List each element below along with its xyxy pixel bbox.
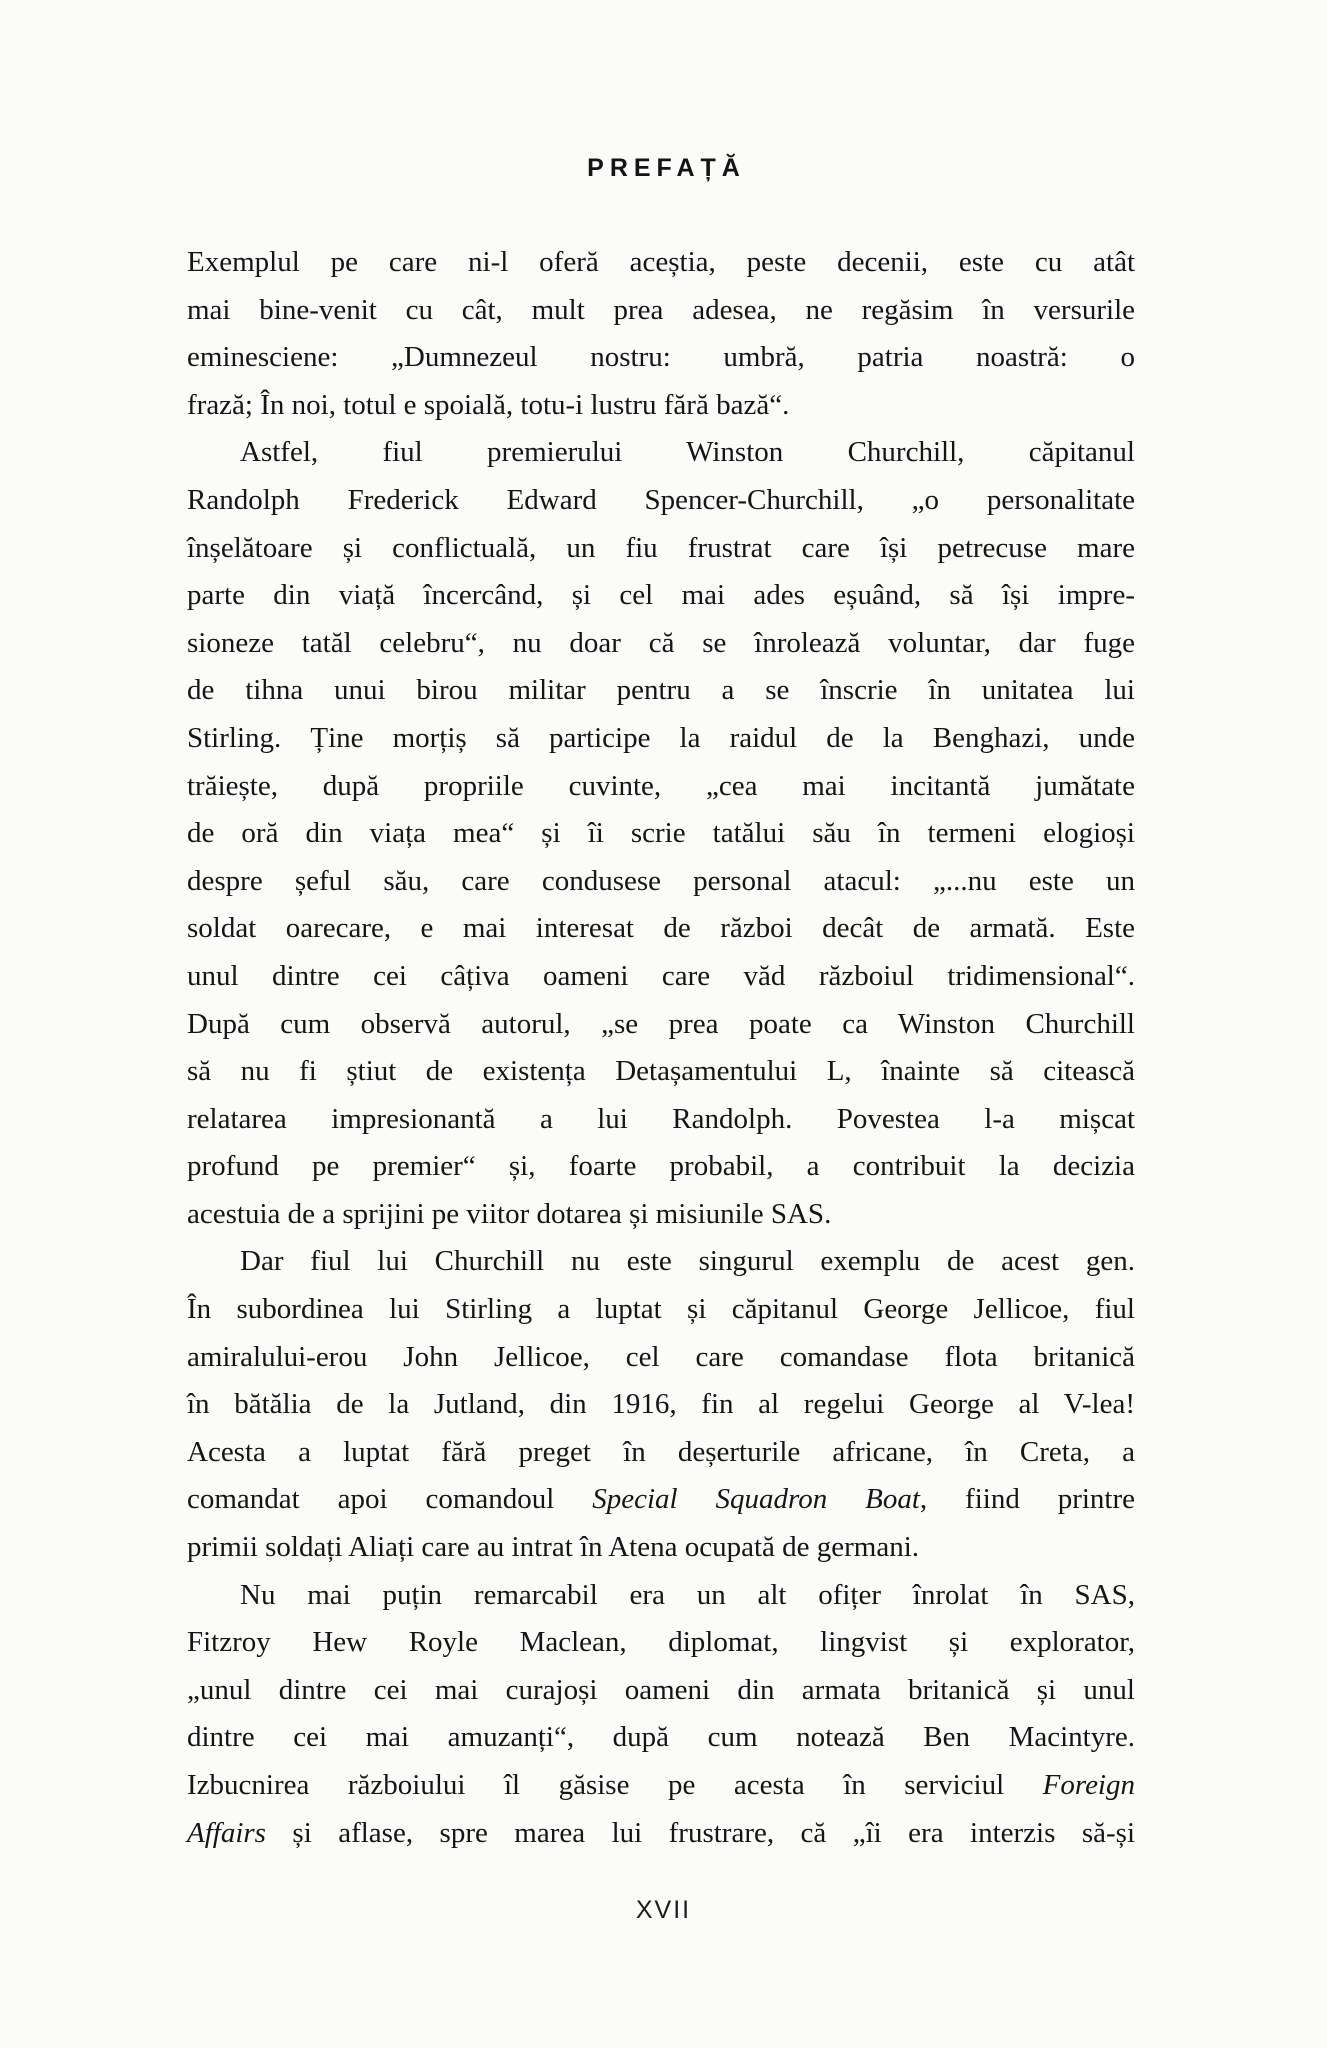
text-line [187,810,1135,858]
text-segment: Astfel, fiul premierului Winston Churchill, căpitanul [240,436,1135,469]
text-segment: trăiește, după propriile cuvinte, „cea mai incitantă jumătate [187,769,1135,802]
text-line [187,1096,1135,1144]
text-segment: soldat oarecare, e mai interesat de război decât de armată. Este [187,912,1135,945]
text-line [187,1191,1135,1239]
text-line [187,382,1135,430]
paragraph [187,1238,1135,1571]
text-segment: în bătălia de la Jutland, din 1916, fin al regelui George al V-lea! [187,1388,1135,1421]
paragraph [187,1572,1135,1858]
text-line [187,1619,1135,1667]
text-segment: Izbucnirea războiului îl găsise pe acesta în serviciul [187,1769,1043,1801]
text-line [187,525,1135,573]
text-segment: dintre cei mai amuzanți“, după cum notează Ben Macintyre. [187,1721,1135,1754]
text-line [187,1476,1135,1524]
text-segment: sioneze tatăl celebru“, nu doar că se înrolează voluntar, dar fuge [187,626,1135,659]
text-line [187,953,1135,1001]
text-line [187,1667,1135,1715]
text-line [187,1143,1135,1191]
text-line [187,858,1135,906]
text-segment: mai bine-venit cu cât, mult prea adesea, ne regăsim în versurile [187,293,1135,326]
text-segment: Stirling. Ține morțiș să participe la raidul de la Benghazi, unde [187,721,1135,754]
text-line [187,239,1135,287]
body-text [187,239,1135,1857]
text-line [187,763,1135,811]
text-line [187,572,1135,620]
text-segment: relatarea impresionantă a lui Randolph. Povestea l-a mișcat [187,1102,1135,1135]
text-segment: După cum observă autorul, „se prea poate ca Winston Churchill [187,1007,1135,1040]
text-segment: comandat apoi comandoul [187,1483,593,1516]
text-line [187,1762,1135,1810]
text-segment: Randolph Frederick Edward Spencer-Churchill, „o personalitate [187,483,1135,516]
text-line [187,1001,1135,1049]
text-segment: Fitzroy Hew Royle Maclean, diplomat, lingvist și explorator, [187,1626,1135,1659]
text-segment: eminesciene: „Dumnezeul nostru: umbră, patria noastră: o [187,341,1135,374]
text-segment: acestuia de a sprijini pe viitor dotarea și misiunile SAS. [187,1197,832,1230]
text-segment: Dar fiul lui Churchill nu este singurul exemplu de acest gen. [240,1245,1135,1278]
text-segment: unul dintre cei câțiva oameni care văd războiul tridimensional“. [187,959,1135,992]
text-line [187,1381,1135,1429]
text-segment: frază; În noi, totul e spoială, totu-i lustru fără bază“. [187,388,790,421]
text-segment: și aflase, spre marea lui frustrare, că „îi era interzis să-și [265,1816,1135,1849]
text-segment: În subordinea lui Stirling a luptat și căpitanul George Jellicoe, fiul [187,1293,1135,1326]
text-segment: înșelătoare și conflictuală, un fiu frustrat care își petrecuse mare [187,531,1135,564]
text-line [187,1238,1135,1286]
text-segment: de tihna unui birou militar pentru a se înscrie în unitatea lui [187,674,1135,707]
text-line [187,429,1135,477]
text-segment: să nu fi știut de existența Detașamentului L, înainte să citească [187,1055,1135,1088]
text-line [187,287,1135,335]
text-line [187,1524,1135,1572]
text-line [187,334,1135,382]
text-line [187,715,1135,763]
text-segment: Exemplul pe care ni-l oferă aceștia, peste decenii, este cu atât [187,246,1135,278]
text-segment: profund pe premier“ și, foarte probabil, a contribuit la decizia [187,1150,1135,1183]
page-number: XVII [635,1896,692,1924]
text-line [187,477,1135,525]
page-heading: PREFAȚĂ [587,154,746,182]
text-line [187,620,1135,668]
text-line [187,1572,1135,1620]
italic-text-segment: Special Squadron Boat [592,1483,920,1516]
paragraph [187,239,1135,429]
text-line [187,1334,1135,1382]
text-segment: Nu mai puțin remarcabil era un alt ofițer înrolat în SAS, [240,1578,1135,1611]
text-segment: „unul dintre cei mai curajoși oameni din armata britanică și unul [187,1673,1135,1706]
text-segment: , fiind printre [919,1483,1136,1516]
text-segment: de oră din viața mea“ și îi scrie tatălui său în termeni elogioși [187,817,1135,850]
text-line [187,1429,1135,1477]
text-line [187,1714,1135,1762]
text-segment: Acesta a luptat fără preget în deșerturile africane, în Creta, a [187,1435,1135,1468]
italic-text-segment: Foreign [1042,1769,1135,1801]
text-segment: parte din viață încercând, și cel mai ades eșuând, să își impre- [187,579,1135,612]
text-segment: amiralului-erou John Jellicoe, cel care comandase flota britanică [187,1340,1135,1373]
text-line [187,905,1135,953]
paragraph [187,429,1135,1238]
text-line [187,1810,1135,1858]
text-segment: primii soldați Aliați care au intrat în Atena ocupată de germani. [187,1531,920,1564]
text-line [187,667,1135,715]
text-line [187,1286,1135,1334]
text-segment: despre șeful său, care condusese personal atacul: „...nu este un [187,864,1135,897]
text-line [187,1048,1135,1096]
italic-text-segment: Affairs [187,1816,266,1849]
